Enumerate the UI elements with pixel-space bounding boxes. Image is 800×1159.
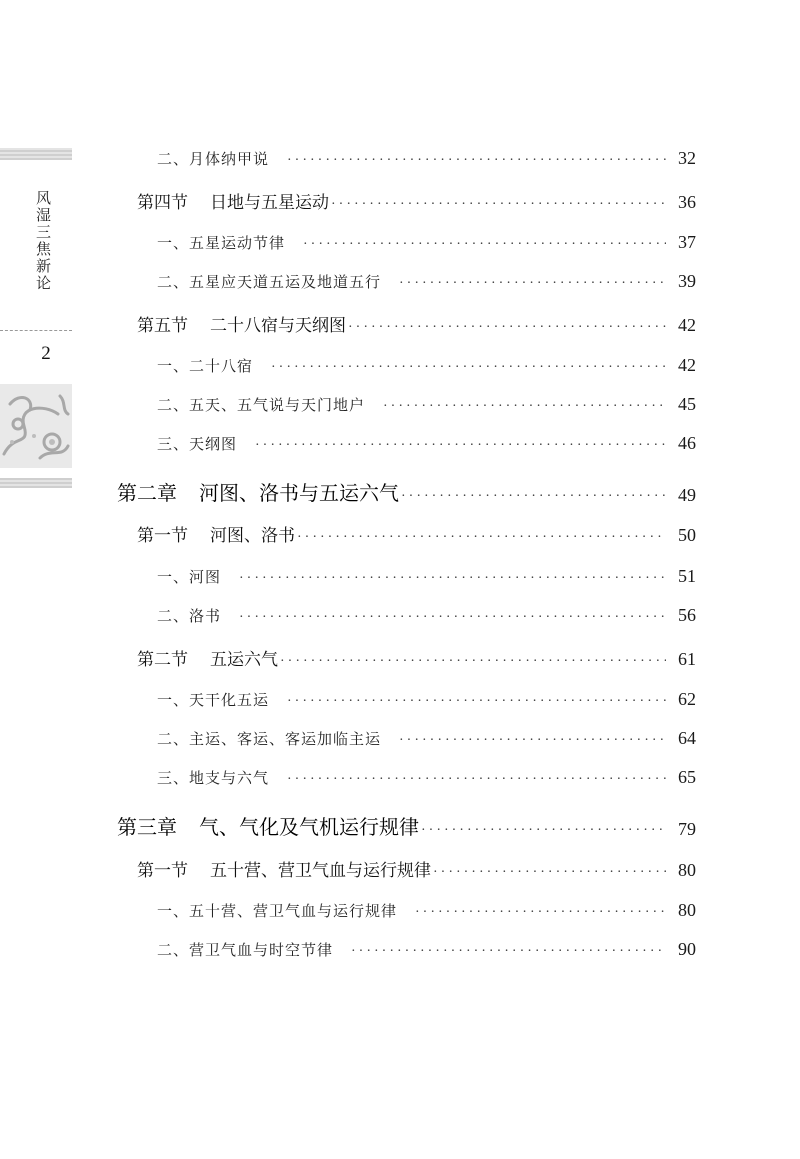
toc-entry-heading: 河图、洛书与五运六气 — [199, 481, 399, 505]
toc-entry-title — [137, 645, 278, 670]
dot-leader — [271, 360, 666, 376]
dot-leader — [415, 905, 666, 921]
toc-entry-heading: 二十八宿与天纲图 — [210, 316, 346, 336]
toc-page-number: 42 — [678, 315, 696, 335]
dot-leader — [239, 571, 666, 587]
toc-entry-title: 二、月体纳甲说 — [157, 150, 270, 168]
toc-item[interactable] — [157, 433, 696, 454]
toc-item[interactable] — [157, 728, 696, 749]
toc-item[interactable] — [157, 566, 696, 587]
toc-item[interactable] — [157, 271, 696, 292]
page-number: 2 — [41, 343, 51, 364]
dot-leader — [421, 823, 666, 839]
dot-leader — [287, 772, 666, 788]
toc-entry-prefix: 第四节 — [137, 193, 188, 213]
top-border-band — [0, 148, 72, 160]
dot-leader — [433, 865, 666, 881]
toc-entry-title — [117, 477, 399, 506]
toc-entry-heading: 河图、洛书 — [210, 526, 295, 546]
book-title: 风湿三焦新论 — [34, 190, 52, 292]
toc-page-number: 56 — [678, 605, 696, 625]
toc-page-number: 62 — [678, 689, 696, 709]
toc-page-number: 80 — [678, 860, 696, 880]
toc-entry-title: 三、天纲图 — [157, 435, 238, 453]
toc-page-number: 32 — [678, 148, 696, 168]
toc-entry-title: 一、五星运动节律 — [157, 234, 286, 252]
toc-entry-title — [117, 811, 419, 840]
toc-entry-title — [137, 856, 431, 881]
dot-leader — [399, 733, 666, 749]
toc-section[interactable] — [137, 856, 696, 881]
side-divider — [0, 330, 72, 331]
toc-page-number: 37 — [678, 232, 696, 252]
toc-entry-heading: 五十营、营卫气血与运行规律 — [210, 861, 431, 881]
dot-leader — [399, 276, 666, 292]
dot-leader — [331, 197, 666, 213]
dot-leader — [287, 153, 666, 169]
toc-item[interactable] — [157, 689, 696, 710]
toc-entry-prefix: 第二章 — [117, 481, 177, 505]
dot-leader — [239, 610, 666, 626]
toc-item[interactable] — [157, 355, 696, 376]
toc-entry-title: 一、五十营、营卫气血与运行规律 — [157, 902, 398, 920]
toc-entry-title: 二、五天、五气说与天门地户 — [157, 396, 366, 414]
dot-leader — [255, 438, 666, 454]
toc-item[interactable] — [157, 900, 696, 921]
dot-leader — [351, 944, 666, 960]
toc-page-number: 61 — [678, 649, 696, 669]
toc-section[interactable] — [137, 311, 696, 336]
toc-page-number: 39 — [678, 271, 696, 291]
toc-item[interactable] — [157, 394, 696, 415]
toc-entry-title — [137, 188, 329, 213]
toc-section[interactable] — [137, 188, 696, 213]
toc-entry-prefix: 第五节 — [137, 316, 188, 336]
toc-page-number: 64 — [678, 728, 696, 748]
dot-leader — [383, 399, 666, 415]
dot-leader — [297, 530, 666, 546]
toc-entry-heading: 日地与五星运动 — [210, 193, 329, 213]
toc-page-number: 90 — [678, 939, 696, 959]
toc-entry-prefix: 第一节 — [137, 861, 188, 881]
toc-entry-title: 一、二十八宿 — [157, 357, 254, 375]
toc-item[interactable] — [157, 939, 696, 960]
toc-entry-prefix: 第三章 — [117, 815, 177, 839]
toc-entry-prefix: 第一节 — [137, 526, 188, 546]
dot-leader — [348, 320, 666, 336]
toc-entry-title: 三、地支与六气 — [157, 769, 270, 787]
toc-item[interactable] — [157, 767, 696, 788]
toc-entry-prefix: 第二节 — [137, 650, 188, 670]
toc-chapter[interactable] — [117, 811, 696, 840]
toc-page-number: 79 — [678, 819, 696, 839]
dot-leader — [287, 694, 666, 710]
toc-entry-title: 二、洛书 — [157, 607, 222, 625]
toc-entry-title — [137, 521, 295, 546]
toc-page-number: 80 — [678, 900, 696, 920]
toc-entry-title: 一、天干化五运 — [157, 691, 270, 709]
toc-entry-heading: 五运六气 — [210, 650, 278, 670]
side-margin — [0, 148, 72, 488]
toc-page-number: 42 — [678, 355, 696, 375]
toc-entry-title — [137, 311, 346, 336]
toc-page-number: 49 — [678, 485, 696, 505]
dot-leader — [401, 489, 666, 505]
bottom-border-band — [0, 478, 72, 488]
toc-entry-title: 二、主运、客运、客运加临主运 — [157, 730, 382, 748]
toc-page-number: 46 — [678, 433, 696, 453]
toc-entry-title: 二、五星应天道五运及地道五行 — [157, 273, 382, 291]
toc-item[interactable] — [157, 148, 696, 169]
toc-page-number: 45 — [678, 394, 696, 414]
toc-section[interactable] — [137, 521, 696, 546]
dot-leader — [303, 237, 666, 253]
toc-page-number: 51 — [678, 566, 696, 586]
toc-entry-title: 一、河图 — [157, 568, 222, 586]
toc-item[interactable] — [157, 605, 696, 626]
toc-entry-title: 二、营卫气血与时空节律 — [157, 941, 334, 959]
toc-section[interactable] — [137, 645, 696, 670]
toc-chapter[interactable] — [117, 477, 696, 506]
dot-leader — [280, 654, 666, 670]
toc-page-number: 65 — [678, 767, 696, 787]
toc-page-number: 36 — [678, 192, 696, 212]
dragon-ornament — [0, 384, 72, 468]
toc-entry-heading: 气、气化及气机运行规律 — [199, 815, 419, 839]
toc-item[interactable] — [157, 232, 696, 253]
toc-page-number: 50 — [678, 525, 696, 545]
